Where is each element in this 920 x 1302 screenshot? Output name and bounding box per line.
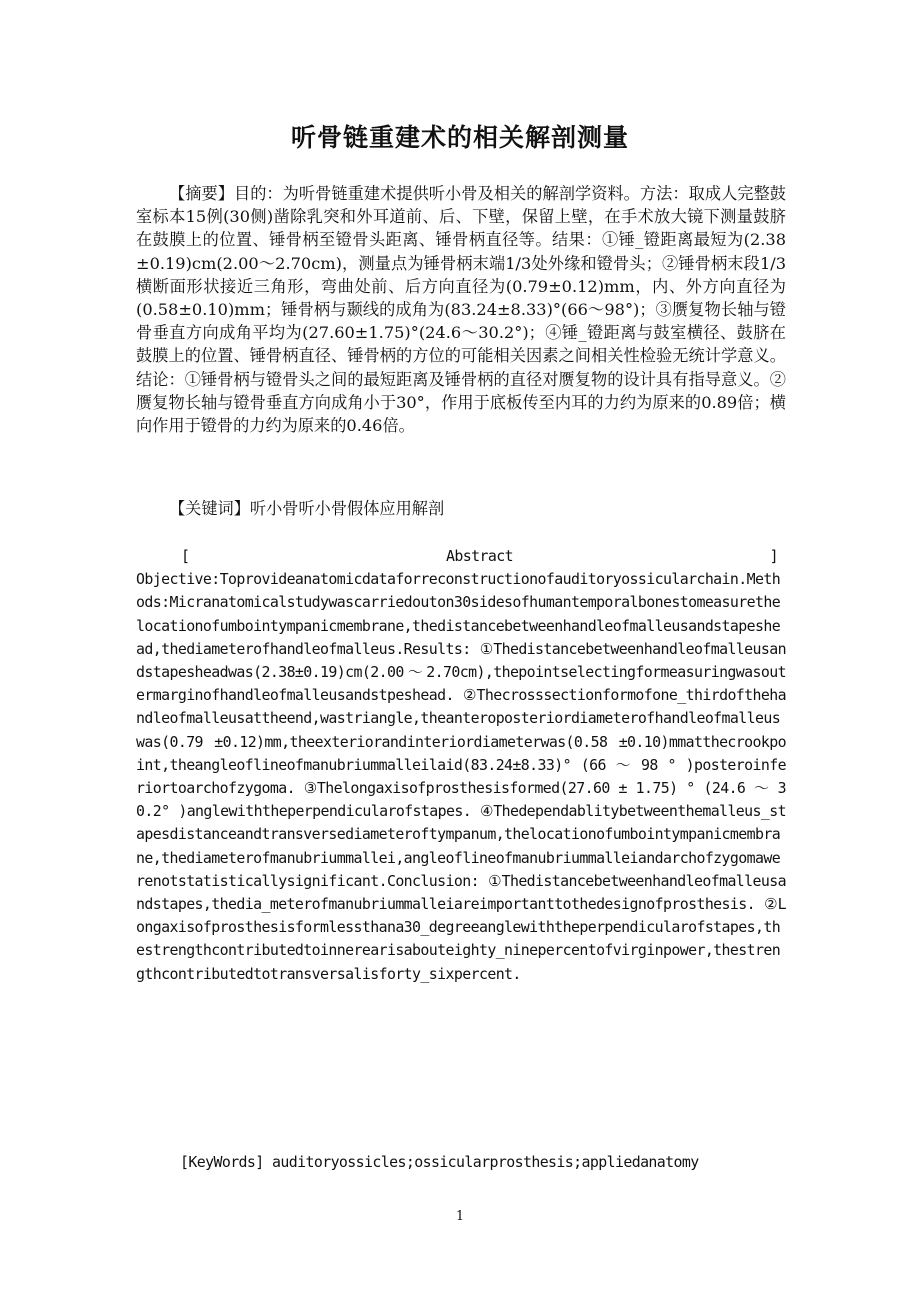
english-abstract: [136, 545, 786, 986]
english-abstract-body: Objective:Toprovideanatomicdataforreconstructionofauditoryossicularchain.Methods:Micranatomicalstudywascarriedouton30sidesofhumantemporalbonestomeasurethelocationofumbointympanicmembrane,thedistancebetweenhandleofmalleusandstapeshead,thediameterofhandleofmalleus.Results: ①Thedistancebetweenhandleofmalleusandstapesheadwas(2.38±0.19)cm(2.00～2.70cm),thepointselectingformeasuringwasoutermarginofhandleofmalleusandstpeshead. ②Thecrosssectionformofone_thirdofthehandleofmalleusattheend,wastriangle,theanteroposteriordiameterofhandleofmalleuswas(0.79 ±0.12)mm,theexteriorandinteriordiameterwas(0.58 ±0.10)mmatthecrookpoint,theangleoflineofmanubriummalleilaid(83.24±8.33)° (66 ～ 98 ° )posteroinferiortoarchofzygoma. ③Thelongaxisofprosthesisformed(27.60 ± 1.75) ° (24.6 ～ 30.2° )anglewiththeperpendicularofstapes. ④Thedependablitybetweenthemalleus_stapesdistanceandtransversediameteroftympanum,thelocationofumbointympanicmembrane,thediameterofmanubriummallei,angleoflineofmanubriummalleiandarchofzygomawerenotstatisticallysignificant.Conclusion: ①Thedistancebetweenhandleofmalleusandstapes,thedia_meterofmanubriummalleiareimportanttothedesignofprosthesis. ②Longaxisofprosthesisformlessthana30_degreeanglewiththeperpendicularofstapes,thestrengthcontributedtoinnerearisabouteighty_ninepercentofvirginpower,thestrengthcontributedtotransversalisforty_sixpercent.: [136, 570, 786, 983]
abstract-open-bracket: [: [181, 547, 190, 565]
english-keywords: [KeyWords] auditoryossicles;ossicularprosthesis;appliedanatomy: [180, 1153, 699, 1171]
abstract-close-bracket: ]: [769, 547, 778, 565]
abstract-heading-row: [181, 545, 778, 568]
page-number: 1: [455, 1209, 465, 1224]
chinese-keywords: 【关键词】听小骨听小骨假体应用解剖: [169, 499, 445, 518]
chinese-abstract: 【摘要】目的：为听骨链重建术提供听小骨及相关的解剖学资料。方法：取成人完整鼓室标本15例(30侧)凿除乳突和外耳道前、后、下壁，保留上壁，在手术放大镜下测量鼓脐在鼓膜上的位置、锤骨柄至镫骨头距离、锤骨柄直径等。结果：①锤_镫距离最短为(2.38±0.19)cm(2.00～2.70cm)，测量点为锤骨柄末端1/3处外缘和镫骨头；②锤骨柄末段1/3横断面形状接近三角形，弯曲处前、后方向直径为(0.79±0.12)mm，内、外方向直径为(0.58±0.10)mm；锤骨柄与颞线的成角为(83.24±8.33)°(66～98°)；③赝复物长轴与镫骨垂直方向成角平均为(27.60±1.75)°(24.6～30.2°)；④锤_镫距离与鼓室横径、鼓脐在鼓膜上的位置、锤骨柄直径、锤骨柄的方位的可能相关因素之间相关性检验无统计学意义。结论：①锤骨柄与镫骨头之间的最短距离及锤骨柄的直径对赝复物的设计具有指导意义。②赝复物长轴与镫骨垂直方向成角小于30°，作用于底板传至内耳的力约为原来的0.89倍；横向作用于镫骨的力约为原来的0.46倍。: [136, 184, 786, 436]
abstract-heading: Abstract: [446, 547, 513, 565]
paper-title: 听骨链重建术的相关解剖测量: [290, 123, 629, 152]
